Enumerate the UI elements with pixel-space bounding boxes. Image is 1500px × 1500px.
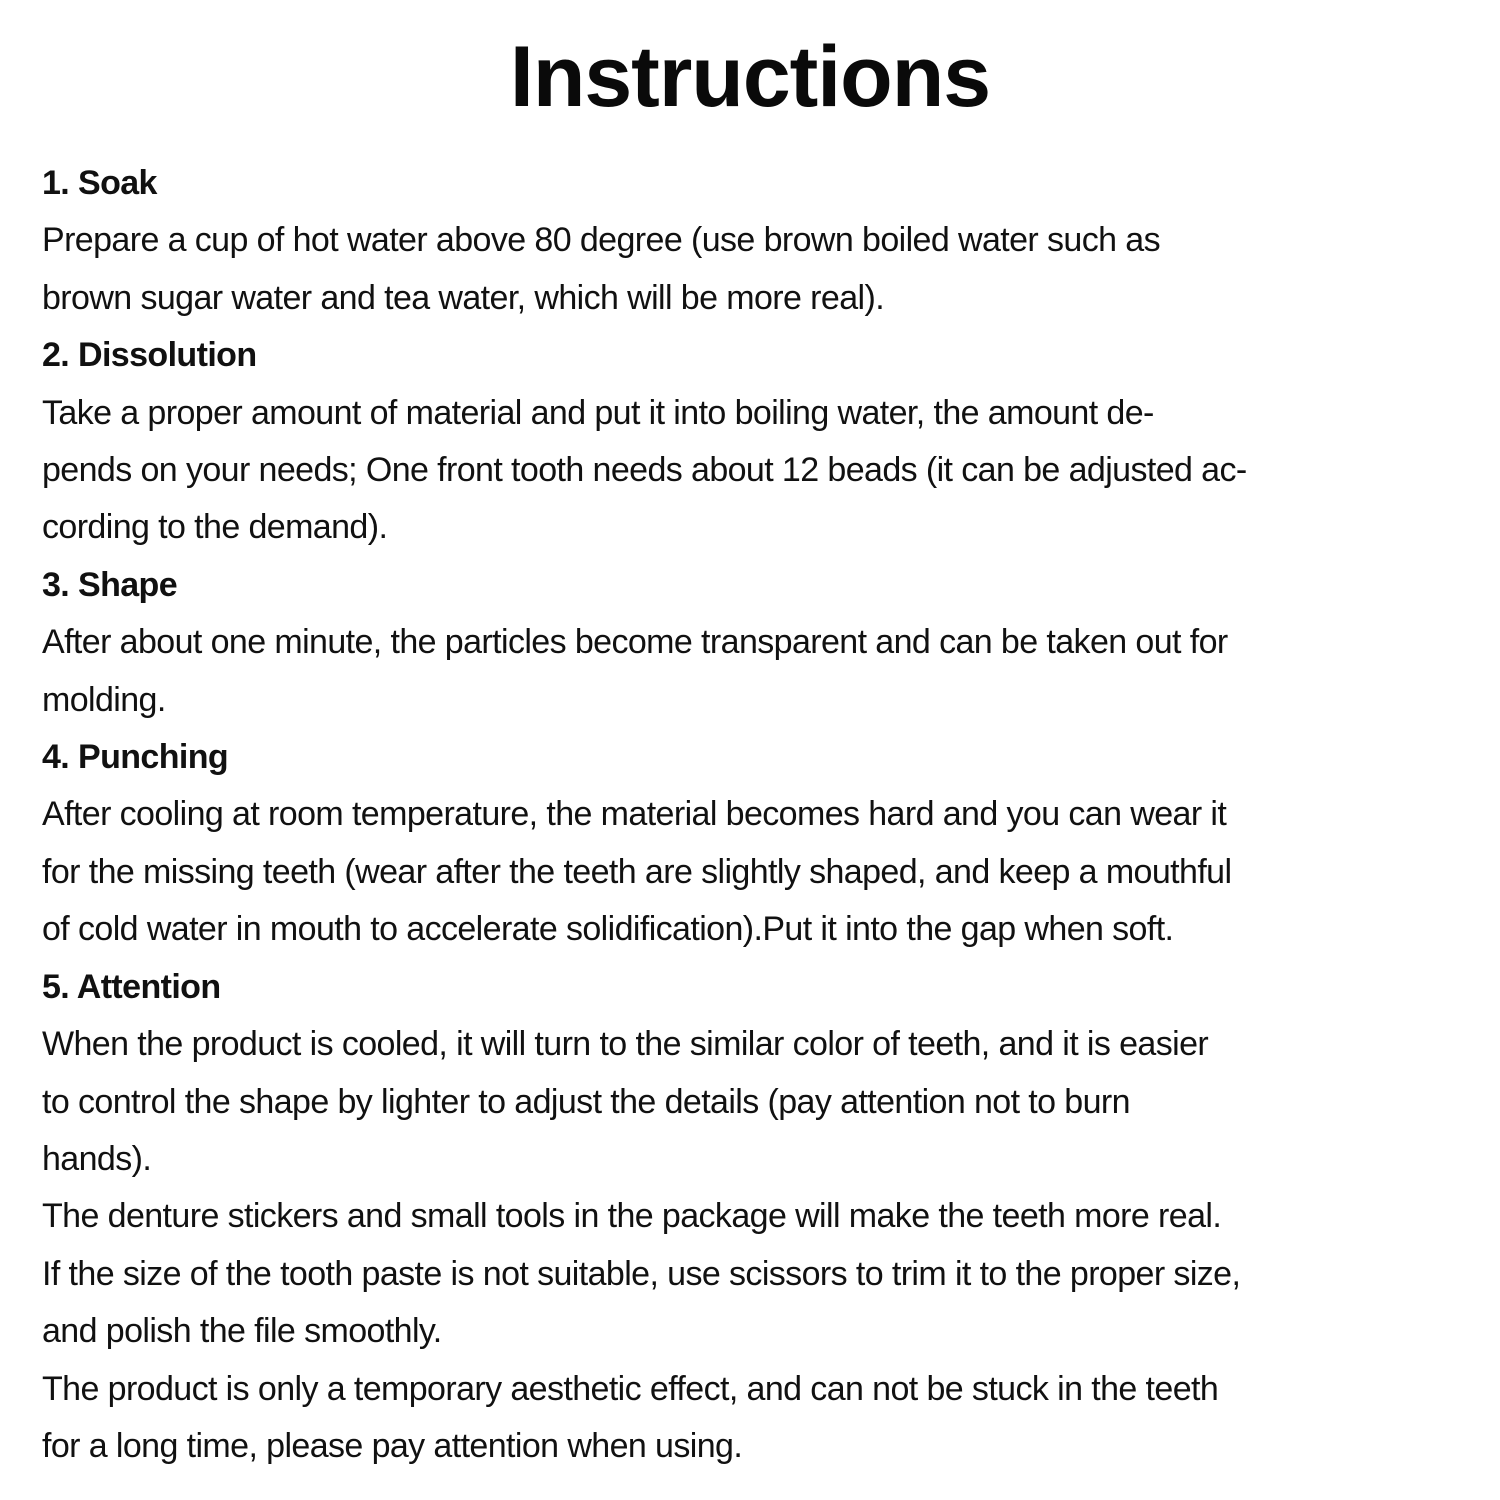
step-text: to control the shape by lighter to adjust the details (pay attention not to burn <box>42 1082 1130 1121</box>
step-heading-soak: 1. Soak <box>42 164 157 202</box>
step-text: If the size of the tooth paste is not suitable, use scissors to trim it to the proper size, <box>42 1254 1241 1293</box>
step-text: The product is only a temporary aesthetic effect, and can not be stuck in the teeth <box>42 1369 1219 1408</box>
step-text: After cooling at room temperature, the material becomes hard and you can wear it <box>42 795 1227 834</box>
step-text: When the product is cooled, it will turn to the similar color of teeth, and it is easier <box>42 1025 1209 1064</box>
step-text: The denture stickers and small tools in the package will make the teeth more real. <box>42 1197 1222 1236</box>
page-title: Instructions <box>509 29 991 125</box>
step-text: brown sugar water and tea water, which will be more real). <box>42 278 885 317</box>
step-heading-dissolution: 2. Dissolution <box>42 336 257 375</box>
step-text: for a long time, please pay attention when using. <box>42 1426 743 1465</box>
step-text: of cold water in mouth to accelerate solidification).Put it into the gap when soft. <box>42 910 1174 949</box>
step-text: cording to the demand). <box>42 508 388 547</box>
step-text: Take a proper amount of material and put it into boiling water, the amount de- <box>42 393 1154 432</box>
step-text: for the missing teeth (wear after the teeth are slightly shaped, and keep a mouthful <box>42 852 1232 891</box>
step-text: hands). <box>42 1139 152 1178</box>
step-text: After about one minute, the particles become transparent and can be taken out for <box>42 623 1228 662</box>
step-heading-shape: 3. Shape <box>42 565 178 604</box>
step-text: molding. <box>42 680 166 719</box>
step-text: pends on your needs; One front tooth needs about 12 beads (it can be adjusted ac- <box>42 451 1247 490</box>
step-heading-punching: 4. Punching <box>42 738 229 777</box>
step-text: and polish the file smoothly. <box>42 1312 442 1351</box>
instructions-content <box>42 155 1462 1475</box>
step-heading-attention: 5. Attention <box>42 967 221 1006</box>
step-text: Prepare a cup of hot water above 80 degree (use brown boiled water such as <box>42 221 1160 260</box>
